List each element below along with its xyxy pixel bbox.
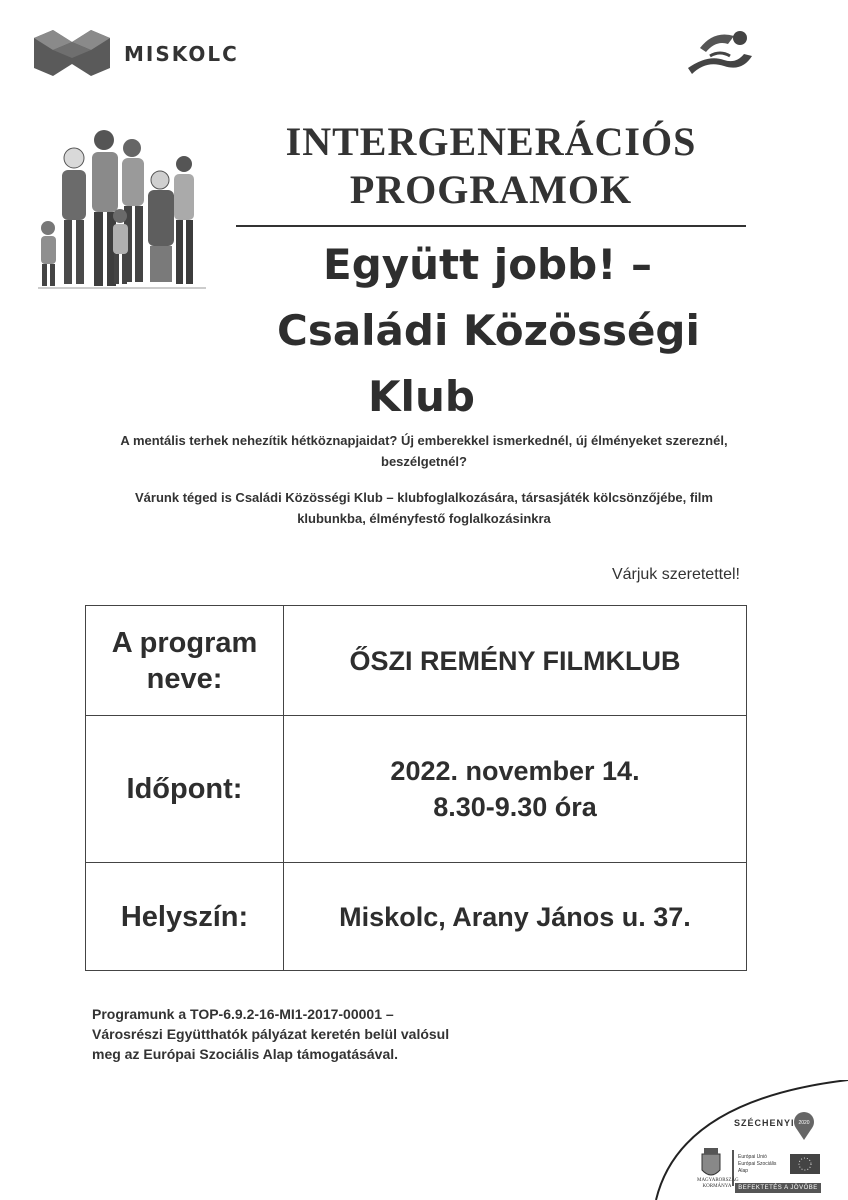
label-line: neve:: [146, 662, 223, 695]
title-line-1: INTERGENERÁCIÓS: [285, 119, 697, 164]
family-group-illustration: [38, 118, 206, 298]
value-line: Miskolc, Arany János u. 37.: [339, 901, 691, 932]
szechenyi-pin-icon: [794, 1112, 814, 1140]
funding-badge: [650, 1080, 848, 1200]
table-row: [86, 606, 747, 716]
szechenyi-label: SZÉCHENYI: [734, 1118, 795, 1128]
funding-note-line: Programunk a TOP-6.9.2-16-MI1-2017-00001 –: [92, 1006, 394, 1022]
eu-label-line: Alap: [738, 1168, 749, 1174]
subtitle-line-3: Klub: [368, 372, 475, 421]
eu-label-line: Európai Szociális: [738, 1161, 777, 1167]
volunteer-hand-icon: [684, 26, 756, 82]
eu-label: [738, 1154, 786, 1175]
table-row: [86, 863, 747, 971]
location-label: [86, 863, 284, 971]
eu-flag-icon: [790, 1154, 820, 1174]
label-line: Helyszín:: [120, 900, 249, 933]
value-line: 8.30-9.30 óra: [433, 792, 597, 822]
intro-paragraph-2: Várunk téged is Családi Közösségi Klub – klubfoglalkozására, társasjáték kölcsönzőjébe, film klubunkba, élményfestő foglalkozásinkra: [135, 490, 713, 526]
title-line-2: PROGRAMOK: [349, 167, 633, 212]
investment-slogan: BEFEKTETÉS A JÖVŐBE: [735, 1183, 821, 1193]
eu-label-line: Európai Unió: [738, 1154, 767, 1160]
welcome-text: Várjuk szeretettel!: [611, 566, 740, 583]
value-line: 2022. november 14.: [390, 756, 640, 786]
miskolc-logo-icon: [34, 28, 110, 78]
location-value: [284, 863, 747, 971]
hungarian-coat-of-arms-icon: [702, 1148, 720, 1175]
time-value: [284, 716, 747, 863]
funding-note-line: Városrészi Együtthatók pályázat keretén belül valósul: [92, 1026, 450, 1042]
funding-note-line: meg az Európai Szociális Alap támogatásával.: [92, 1046, 399, 1062]
funding-note: [92, 1004, 449, 1064]
program-name-value: [284, 606, 747, 716]
government-label: [697, 1178, 737, 1190]
table-row: [86, 716, 747, 863]
program-name-label: [86, 606, 284, 716]
intro-paragraph-1: A mentális terhek nehezítik hétköznapjaidat? Új emberekkel ismerkednél, új élményeket szereznél, beszélgetnél?: [120, 433, 728, 469]
main-title: [236, 118, 746, 214]
subtitle-line-1: Együtt jobb! –: [323, 240, 652, 289]
time-label: [86, 716, 284, 863]
government-label-line: MAGYARORSZÁG: [697, 1178, 739, 1183]
szechenyi-year: 2020: [798, 1120, 810, 1126]
title-divider: [236, 225, 746, 227]
government-label-line: KORMÁNYA: [702, 1184, 732, 1189]
label-line: A program: [111, 626, 258, 659]
label-line: Időpont:: [126, 773, 243, 805]
subtitle-line-2: Családi Közösségi: [277, 306, 700, 355]
city-name: MISKOLC: [124, 42, 239, 66]
value-line: ŐSZI REMÉNY FILMKLUB: [349, 645, 681, 676]
program-info-table: [85, 605, 747, 971]
